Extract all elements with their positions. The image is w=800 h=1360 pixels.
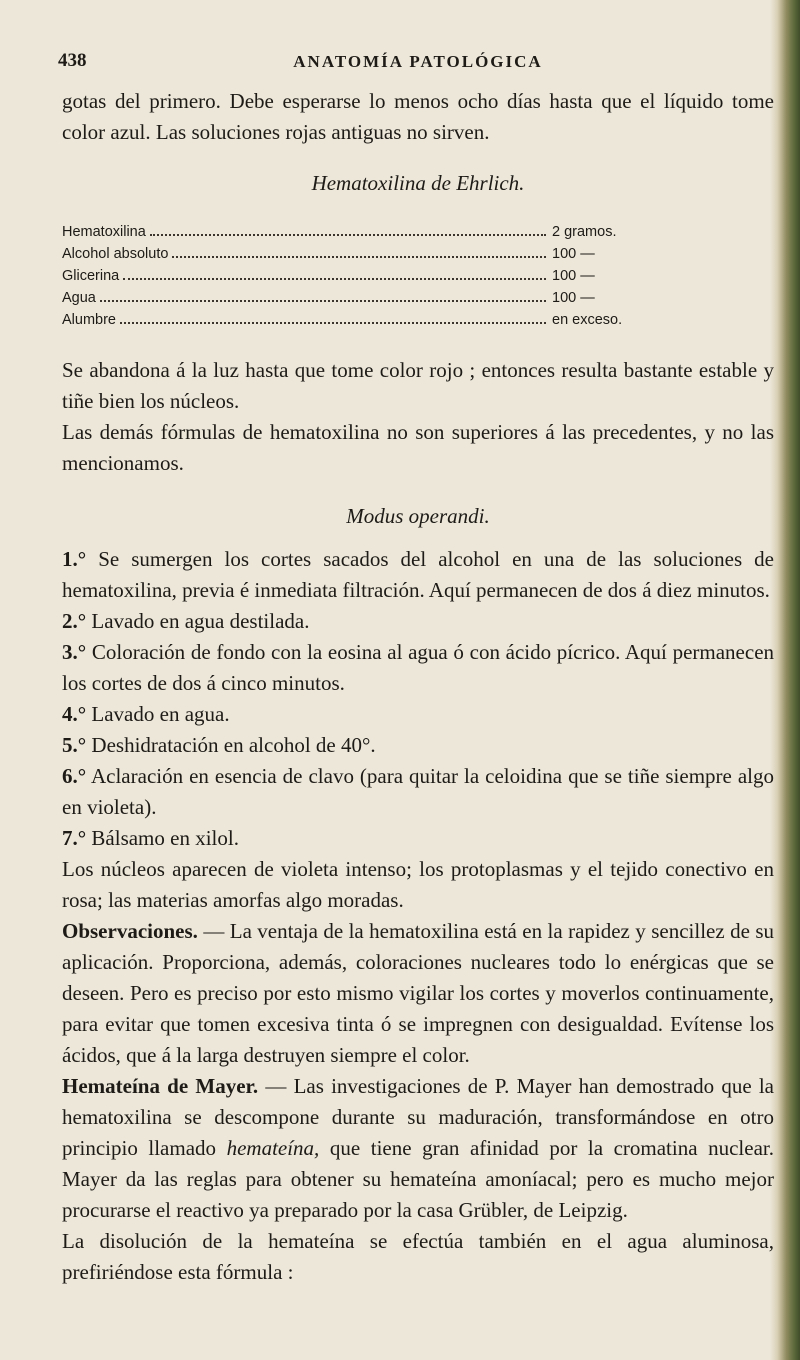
ingredient-amount: 2 gramos. [552,224,617,240]
step-text: Bálsamo en xilol. [91,826,239,850]
step-number: 6.° [62,764,87,788]
recipe-row [62,265,662,287]
step-item [62,761,774,823]
observations-text: — La ventaja de la hematoxilina está en la rapidez y sencillez de su aplicación. Proporciona, además, coloraciones nucleares todo lo enérgicas que se deseen. Pero es preciso por esto mismo vigilar los cortes y moverlos continuamente, para evitar que tomen excesiva tinta ó se impregnen con desigualdad. Evítense los ácidos, que á la larga destruyen siempre el color. [62,919,774,1067]
paragraph-stability: Se abandona á la luz hasta que tome color rojo ; entonces resulta bastante estable y tiñe bien los núcleos. [62,358,774,413]
running-header [58,42,774,76]
step-item [62,823,774,854]
step-number: 3.° [62,640,87,664]
step-text: Aclaración en esencia de clavo (para quitar la celoidina que se tiñe siempre algo en violeta). [62,764,774,819]
ingredient-name: Glicerina [62,268,120,284]
ingredient-name: Alcohol absoluto [62,246,169,262]
step-number: 2.° [62,609,87,633]
ingredient-name: Alumbre [62,312,116,328]
recipe-table [62,221,662,331]
page-number: 438 [58,50,87,71]
recipe-title: Hematoxilina de Ehrlich. [311,171,525,195]
ingredient-amount: 100 — [552,246,595,262]
step-item [62,730,774,761]
step-item [62,699,774,730]
step-text: Lavado en agua destilada. [91,609,310,633]
leader-dots [123,278,546,280]
book-page [58,42,775,1288]
paragraph-hemateina [62,1071,774,1226]
step-text: Deshidratación en alcohol de 40°. [91,733,376,757]
step-number: 5.° [62,733,87,757]
modus-title: Modus operandi. [346,504,490,528]
leader-dots [120,322,546,324]
paragraph-results: Los núcleos aparecen de violeta intenso; los protoplasmas y el tejido conectivo en rosa; las materias amorfas algo moradas. [62,857,774,912]
step-text: Se sumergen los cortes sacados del alcohol en una de las soluciones de hematoxilina, previa é inmediata filtración. Aquí permanecen de dos á diez minutos. [62,547,774,602]
paragraph-other-formulas: Las demás fórmulas de hematoxilina no son superiores á las precedentes, y no las mencionamos. [62,420,774,475]
ingredient-amount: en exceso. [552,312,623,328]
step-item [62,606,774,637]
recipe-row [62,221,662,243]
step-number: 1.° [62,547,87,571]
book-spine-edge [770,0,800,1360]
hemateina-text-1: — Las investigaciones de P. Mayer han demostrado que la hematoxilina se descompone durante su maduración, transformándose en otro principio llamado [62,1074,774,1160]
ingredient-amount: 100 — [552,290,595,306]
hemateina-label: Hemateína de Mayer. [62,1074,259,1098]
step-item [62,637,774,699]
hemateina-text-2: que tiene gran afinidad por la cromatina nuclear. Mayer da las reglas para obtener su hemateína amoníacal; pero es mucho mejor procurarse el reactivo ya preparado por la casa Grübler, de Leipzig. [62,1136,774,1222]
leader-dots [172,256,546,258]
observations-label: Observaciones. [62,919,198,943]
step-number: 4.° [62,702,87,726]
step-item [62,544,774,606]
step-text: Coloración de fondo con la eosina al agua ó con ácido pícrico. Aquí permanecen los cortes de dos á cinco minutos. [62,640,775,695]
ingredient-amount: 100 — [552,268,595,284]
leader-dots [100,300,546,302]
running-title: ANATOMÍA PATOLÓGICA [293,52,543,71]
paragraph-dissolution: La disolución de la hemateína se efectúa también en el agua aluminosa, prefiriéndose esta fórmula : [62,1229,774,1284]
step-number: 7.° [62,826,87,850]
ingredient-name: Agua [62,290,96,306]
intro-paragraph: gotas del primero. Debe esperarse lo menos ocho días hasta que el líquido tome color azul. Las soluciones rojas antiguas no sirven. [62,89,774,144]
recipe-row [62,287,662,309]
leader-dots [150,234,546,236]
hemateina-term: hemateína, [226,1136,320,1160]
paragraph-observations [62,916,774,1071]
ingredient-name: Hematoxilina [62,224,146,240]
recipe-row [62,243,662,265]
recipe-row [62,309,662,331]
step-text: Lavado en agua. [91,702,230,726]
